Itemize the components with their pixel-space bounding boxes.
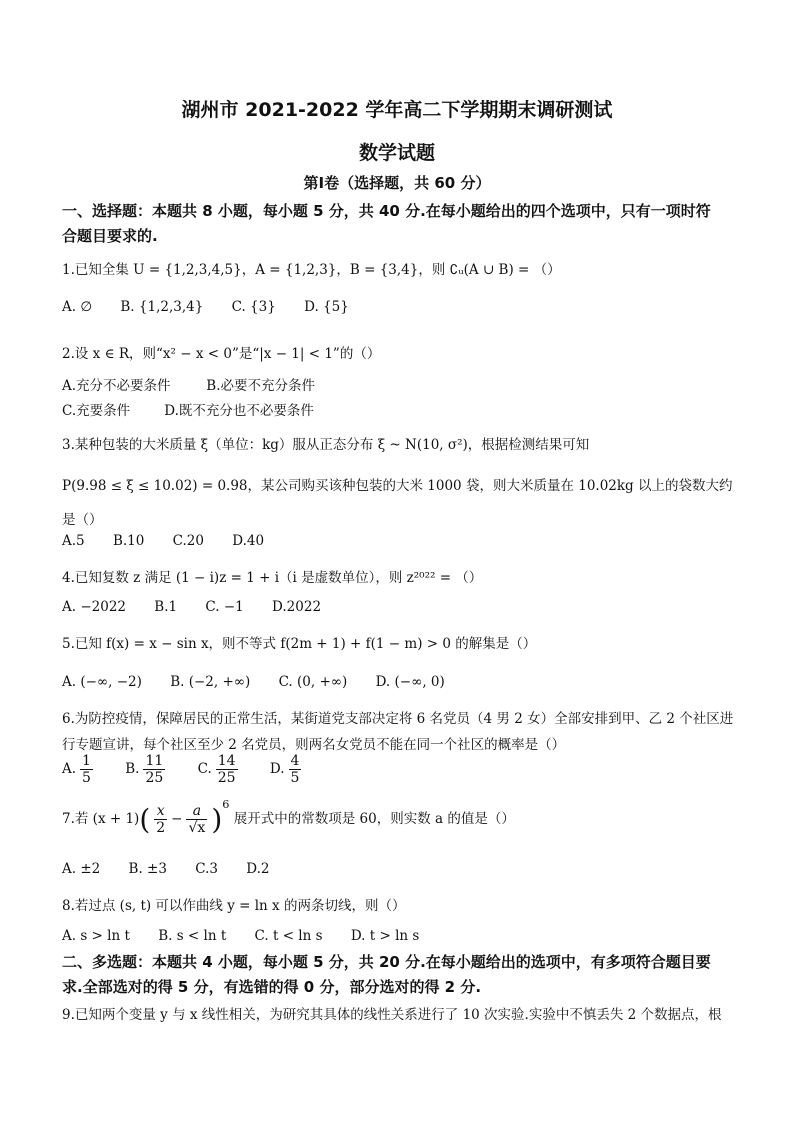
q5-option-d: D. (−∞, 0)	[375, 674, 445, 690]
q7-option-a: A. ±2	[62, 861, 101, 877]
question-5-options	[62, 674, 742, 690]
q7-fraction-2	[186, 803, 207, 836]
q6-option-c-label: C.	[197, 761, 212, 777]
q5-option-a: A. (−∞, −2)	[62, 674, 142, 690]
q7-option-b: B. ±3	[128, 861, 167, 877]
q7-prefix: 7.若 (x + 1)	[62, 811, 140, 827]
q6-option-b	[125, 753, 169, 786]
question-6-options	[62, 753, 742, 786]
q4-option-d: D.2022	[272, 599, 322, 615]
section1-heading-line1: 一、选择题：本题共 8 小题，每小题 5 分，共 40 分.在每小题给出的四个选项中，只有一项时符	[62, 202, 711, 220]
question-1-stem: 1.已知全集 U = {1,2,3,4,5}，A = {1,2,3}，B = {3,4}，则 ∁ᵤ(A ∪ B) = （）	[62, 262, 561, 278]
part-title: 第Ⅰ卷（选择题，共 60 分）	[303, 174, 491, 192]
question-3-line2: P(9.98 ≤ ξ ≤ 10.02) = 0.98，某公司购买该种包装的大米 1000 袋，则大米质量在 10.02kg 以上的袋数大约	[62, 478, 733, 494]
question-4-stem: 4.已知复数 z 满足 (1 − i)z = 1 + i（i 是虚数单位），则 z²⁰²² = （）	[62, 570, 483, 586]
q1-option-d: D. {5}	[304, 299, 349, 315]
q2-option-c: C.充要条件	[62, 403, 131, 419]
question-3-options	[62, 533, 742, 549]
q7-right-paren: )	[211, 803, 223, 836]
q5-option-b: B. (−2, +∞)	[170, 674, 251, 690]
q6-option-a	[62, 753, 97, 786]
q6-option-c-num: 14	[217, 753, 236, 769]
question-3-line3: 是（）	[62, 512, 103, 528]
q6-option-b-fraction	[143, 753, 165, 786]
q3-option-d: D.40	[232, 533, 265, 549]
q7-exponent: 6	[222, 797, 230, 811]
q6-option-d-fraction	[289, 753, 302, 786]
question-5-stem: 5.已知 f(x) = x − sin x，则不等式 f(2m + 1) + f(1 − m) > 0 的解集是（）	[62, 636, 537, 652]
q1-option-c: C. {3}	[231, 299, 276, 315]
exam-title: 湖州市 2021-2022 学年高二下学期期末调研测试	[181, 99, 613, 121]
q7-option-d: D.2	[246, 861, 270, 877]
q8-option-b: B. s < ln t	[158, 928, 227, 944]
question-7-options	[62, 861, 742, 877]
q6-option-c-fraction	[216, 753, 238, 786]
q1-option-b: B. {1,2,3,4}	[120, 299, 204, 315]
q4-option-a: A. −2022	[62, 599, 126, 615]
q6-option-c	[198, 753, 242, 786]
q7-option-c: C.3	[195, 861, 218, 877]
q3-option-b: B.10	[112, 533, 145, 549]
question-2-options-row1	[62, 374, 742, 394]
section2-heading-line2: 求.全部选对的得 5 分，有选错的得 0 分，部分选对的得 2 分.	[62, 978, 482, 996]
q7-frac1-den: 2	[156, 820, 166, 836]
q6-option-b-den: 25	[145, 770, 164, 786]
question-8-options	[62, 928, 742, 944]
q3-option-c: C.20	[172, 533, 204, 549]
q6-option-a-fraction	[80, 753, 93, 786]
question-6-line2: 行专题宣讲，每个社区至少 2 名党员，则两名女党员不能在同一个社区的概率是（）	[62, 737, 566, 753]
q7-suffix: 展开式中的常数项是 60，则实数 a 的值是（）	[233, 811, 515, 827]
q1-option-a: A. ∅	[62, 299, 93, 315]
q3-option-a: A.5	[62, 533, 85, 549]
question-4-options	[62, 599, 742, 615]
q5-option-c: C. (0, +∞)	[278, 674, 348, 690]
section2-heading-line1: 二、多选题：本题共 4 小题，每小题 5 分，共 20 分.在每小题给出的选项中，有多项符合题目要	[62, 953, 711, 971]
question-2-options-row2	[62, 399, 742, 419]
q4-option-c: C. −1	[205, 599, 244, 615]
q7-left-paren: (	[139, 803, 151, 836]
question-7-stem	[62, 797, 742, 836]
q2-option-a: A.充分不必要条件	[62, 378, 171, 394]
q4-option-b: B.1	[154, 599, 178, 615]
q6-option-a-label: A.	[62, 761, 77, 777]
q6-option-b-num: 11	[145, 753, 164, 769]
question-6-line1: 6.为防控疫情，保障居民的正常生活，某街道党支部决定将 6 名党员（4 男 2 女）全部安排到甲、乙 2 个社区进	[62, 711, 734, 727]
subject-title: 数学试题	[358, 142, 435, 164]
question-3-line1: 3.某种包装的大米质量 ξ（单位：kg）服从正态分布 ξ ~ N(10, σ²)，根据检测结果可知	[62, 437, 590, 453]
q7-fraction-1	[154, 803, 167, 836]
question-9-line1: 9.已知两个变量 y 与 x 线性相关，为研究其具体的线性关系进行了 10 次实验.实验中不慎丢失 2 个数据点，根	[62, 1007, 722, 1023]
q8-option-c: C. t < ln s	[254, 928, 323, 944]
q2-option-b: B.必要不充分条件	[206, 378, 316, 394]
q7-frac1-num: x	[154, 803, 167, 820]
question-8-stem: 8.若过点 (s, t) 可以作曲线 y = ln x 的两条切线，则（）	[62, 898, 406, 914]
q6-option-c-den: 25	[217, 770, 236, 786]
q8-option-d: D. t > ln s	[350, 928, 420, 944]
q6-option-d-den: 5	[290, 770, 300, 786]
q6-option-d-label: D.	[269, 761, 285, 777]
q7-frac2-den: √x	[188, 820, 206, 836]
q6-option-b-label: B.	[125, 761, 140, 777]
q7-frac2-num: a	[186, 803, 207, 820]
q7-minus: −	[171, 811, 183, 827]
q2-option-d: D.既不充分也不必要条件	[164, 403, 314, 419]
q8-option-a: A. s > ln t	[62, 928, 130, 944]
q6-option-a-den: 5	[82, 770, 91, 786]
question-1-options	[62, 299, 742, 315]
q6-option-d-num: 4	[290, 753, 300, 769]
section1-heading-line2: 合题目要求的.	[62, 227, 158, 245]
q6-option-d	[270, 753, 306, 786]
q6-option-a-num: 1	[82, 753, 91, 769]
question-2-stem: 2.设 x ∈ R，则“x² − x < 0”是“|x − 1| < 1”的（）	[62, 346, 381, 362]
